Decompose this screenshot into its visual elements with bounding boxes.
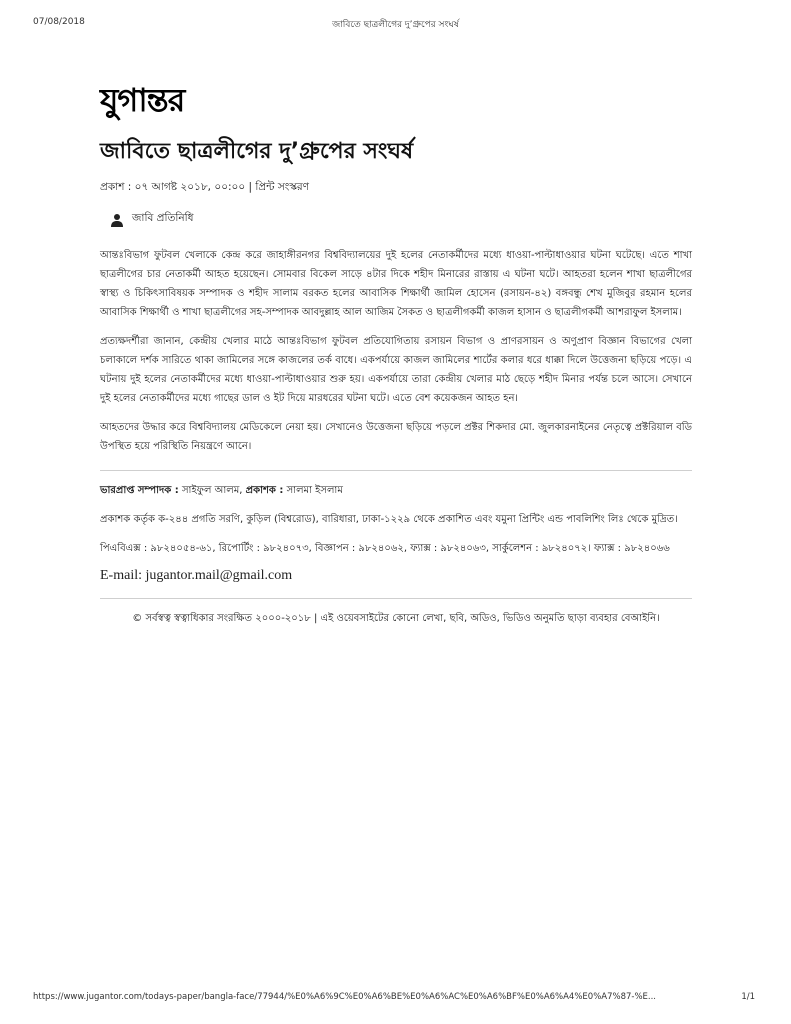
contact-email: E-mail: jugantor.mail@gmail.com: [100, 568, 293, 583]
copyright-notice: © সর্বস্বত্ব স্বত্বাধিকার সংরক্ষিত ২০০০-২০১৮ | এই ওয়েবসাইটের কোনো লেখা, ছবি, অডিও, ভিডিও অনুমতি ছাড়া ব্যবহার বেআইনি।: [132, 613, 660, 624]
print-header-date: 07/08/2018: [33, 17, 85, 27]
divider: [100, 470, 692, 471]
contact-phones: পিএবিএক্স : ৯৮২৪০৫৪-৬১, রিপোর্টিং : ৯৮২৪০৭৩, বিজ্ঞাপন : ৯৮২৪০৬২, ফ্যাক্স : ৯৮২৪০৬৩, সার্কুলেশন : ৯৮২৪০৭২। ফ্যাক্স : ৯৮২৪০৬৬: [100, 543, 670, 554]
article-paragraph: আন্তঃবিভাগ ফুটবল খেলাকে কেন্দ্র করে জাহাঙ্গীরনগর বিশ্ববিদ্যালয়ের দুই হলের নেতাকর্মীদের মধ্যে ধাওয়া-পাল্টাধাওয়ার ঘটনা ঘটেছে। এতে শাখা ছাত্রলীগের চার নেতাকর্মী আহত হয়েছেন। সোমবার বিকেল সাড়ে ৪টার দিকে শহীদ মিনারের রাস্তায় এ ঘটনা ঘটে। আহতরা হলেন শাখা ছাত্রলীগের স্বাস্থ্য ও চিকিৎসাবিষয়ক সম্পাদক ও শহীদ সালাম বরকত হলের আবাসিক শিক্ষার্থী জামিল হোসেন (রসায়ন-৪২) বঙ্গবন্ধু শেখ মুজিবুর রহমান হলের আবাসিক শিক্ষার্থী ও শাখা ছাত্রলীগের সহ-সম্পাদক আবদুল্লাহ আল আজিম সৈকত ও ছাত্রলীগকর্মী কাজল হাসান ও ছাত্রলীগকর্মী আশরাফুল ইসলাম।: [100, 250, 692, 318]
publish-meta: প্রকাশ : ০৭ আগষ্ট ২০১৮, ০০:০০ | প্রিন্ট সংস্করণ: [100, 181, 310, 193]
person-icon: [110, 213, 124, 227]
article-headline: জাবিতে ছাত্রলীগের দু’গ্রুপের সংঘর্ষ: [100, 139, 414, 164]
print-footer-url: https://www.jugantor.com/todays-paper/bangla-face/77944/%E0%A6%9C%E0%A6%BE%E0%A6%AC%E0%A6%BF%E0%A6%A4%E0%A7%87-%E...: [33, 992, 657, 1002]
divider: [100, 598, 692, 599]
publisher-label: প্রকাশক :: [245, 485, 284, 496]
editor-label: ভারপ্রাপ্ত সম্পাদক :: [100, 485, 179, 496]
publisher-name: সালমা ইসলাম: [286, 485, 343, 496]
editor-publisher-line: [100, 481, 692, 500]
print-header-title: জাবিতে ছাত্রলীগের দু’গ্রুপের সংঘর্ষ: [332, 20, 459, 30]
publisher-address: প্রকাশক কর্তৃক ক-২৪৪ প্রগতি সরণি, কুড়িল (বিশ্বরোড), বারিধারা, ঢাকা-১২২৯ থেকে প্রকাশিত এবং যমুনা প্রিন্টিং এন্ড পাবলিশিং লিঃ থেকে মুদ্রিত।: [100, 514, 678, 525]
article-body: [100, 246, 692, 456]
article-paragraph: প্রত্যক্ষদর্শীরা জানান, কেন্দ্রীয় খেলার মাঠে আন্তঃবিভাগ ফুটবল প্রতিযোগিতায় রসায়ন বিভাগ ও প্রাণরসায়ন ও অণুপ্রাণ বিজ্ঞান বিভাগের খেলা চলাকালে দর্শক সারিতে থাকা জামিলের সঙ্গে কাজলের তর্ক বাধে। একপর্যায়ে কাজল জামিলের শার্টের কলার ধরে ধাক্কা দিলে উত্তেজনা ছড়িয়ে পড়ে। এ ঘটনায় দুই হলের নেতাকর্মীদের মধ্যে ধাওয়া-পাল্টাধাওয়ার শুরু হয়। একপর্যায়ে তারা কেন্দ্রীয় খেলার মাঠ ছেড়ে শহীদ মিনার পর্যন্ত চলে আসে। সেখানে দুই হলের নেতাকর্মীদের মধ্যে গাছের ডাল ও ইট দিয়ে মারধরের ঘটনা ঘটে। এতে বেশ কয়েকজন আহত হন।: [100, 336, 692, 404]
byline-text: জাবি প্রতিনিধি: [132, 212, 194, 224]
newspaper-logo: যুগান্তর: [100, 81, 185, 119]
print-footer-page-number: 1/1: [741, 992, 755, 1002]
article-page: [100, 80, 692, 628]
byline: [110, 211, 692, 228]
editor-name: সাইফুল আলম,: [181, 485, 243, 496]
article-paragraph: আহতদের উদ্ধার করে বিশ্ববিদ্যালয় মেডিকেলে নেয়া হয়। সেখানেও উত্তেজনা ছড়িয়ে পড়লে প্রক্টর শিকদার মো. জুলকারনাইনের নেতৃত্বে প্রক্টরিয়াল বডি উপস্থিত হয়ে পরিস্থিতি নিয়ন্ত্রণে আনে।: [100, 422, 692, 452]
